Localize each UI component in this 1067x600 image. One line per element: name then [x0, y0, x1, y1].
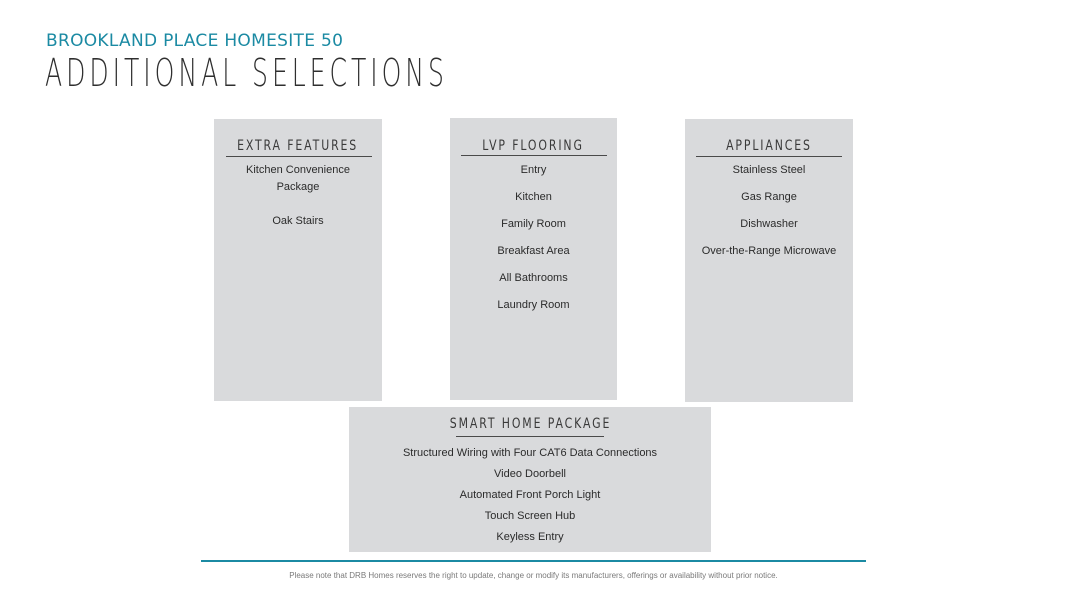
extra-features-heading: EXTRA FEATURES: [237, 138, 359, 154]
appliances-card: [685, 119, 853, 402]
list-item: Structured Wiring with Four CAT6 Data Connections: [402, 447, 658, 459]
list-item: Keyless Entry: [496, 531, 564, 543]
appliances-heading: APPLIANCES: [726, 138, 812, 154]
footer-divider: [201, 560, 866, 562]
extra-features-card: [214, 119, 382, 401]
list-item: Breakfast Area: [497, 245, 570, 257]
community-homesite-subtitle: BROOKLAND PLACE HOMESITE 50: [46, 31, 344, 51]
smart-home-package-heading: SMART HOME PACKAGE: [449, 416, 611, 432]
list-item: Package: [276, 181, 320, 193]
list-item: Laundry Room: [497, 299, 570, 311]
heading-divider: [226, 156, 372, 157]
list-item: Dishwasher: [740, 218, 798, 230]
list-item: Over-the-Range Microwave: [701, 245, 837, 257]
list-item: Family Room: [501, 218, 566, 230]
list-item: Gas Range: [741, 191, 797, 203]
list-item: Automated Front Porch Light: [459, 489, 601, 501]
heading-divider: [696, 156, 842, 157]
list-item: Entry: [520, 164, 547, 176]
list-item: Kitchen: [515, 191, 552, 203]
smart-home-package-card: [349, 407, 711, 552]
heading-divider: [456, 436, 604, 437]
lvp-flooring-heading: LVP FLOORING: [482, 138, 585, 154]
list-item: All Bathrooms: [499, 272, 568, 284]
list-item: Touch Screen Hub: [484, 510, 576, 522]
list-item: Kitchen Convenience: [246, 164, 350, 176]
lvp-flooring-card: [450, 118, 617, 400]
disclaimer-text: Please note that DRB Homes reserves the right to update, change or modify its manufacturers, offerings or availability without prior notice.: [289, 571, 778, 580]
list-item: Oak Stairs: [272, 215, 324, 227]
list-item: Video Doorbell: [494, 468, 566, 480]
list-item: Stainless Steel: [732, 164, 806, 176]
page-title: ADDITIONAL SELECTIONS: [45, 51, 448, 95]
heading-divider: [461, 155, 607, 156]
